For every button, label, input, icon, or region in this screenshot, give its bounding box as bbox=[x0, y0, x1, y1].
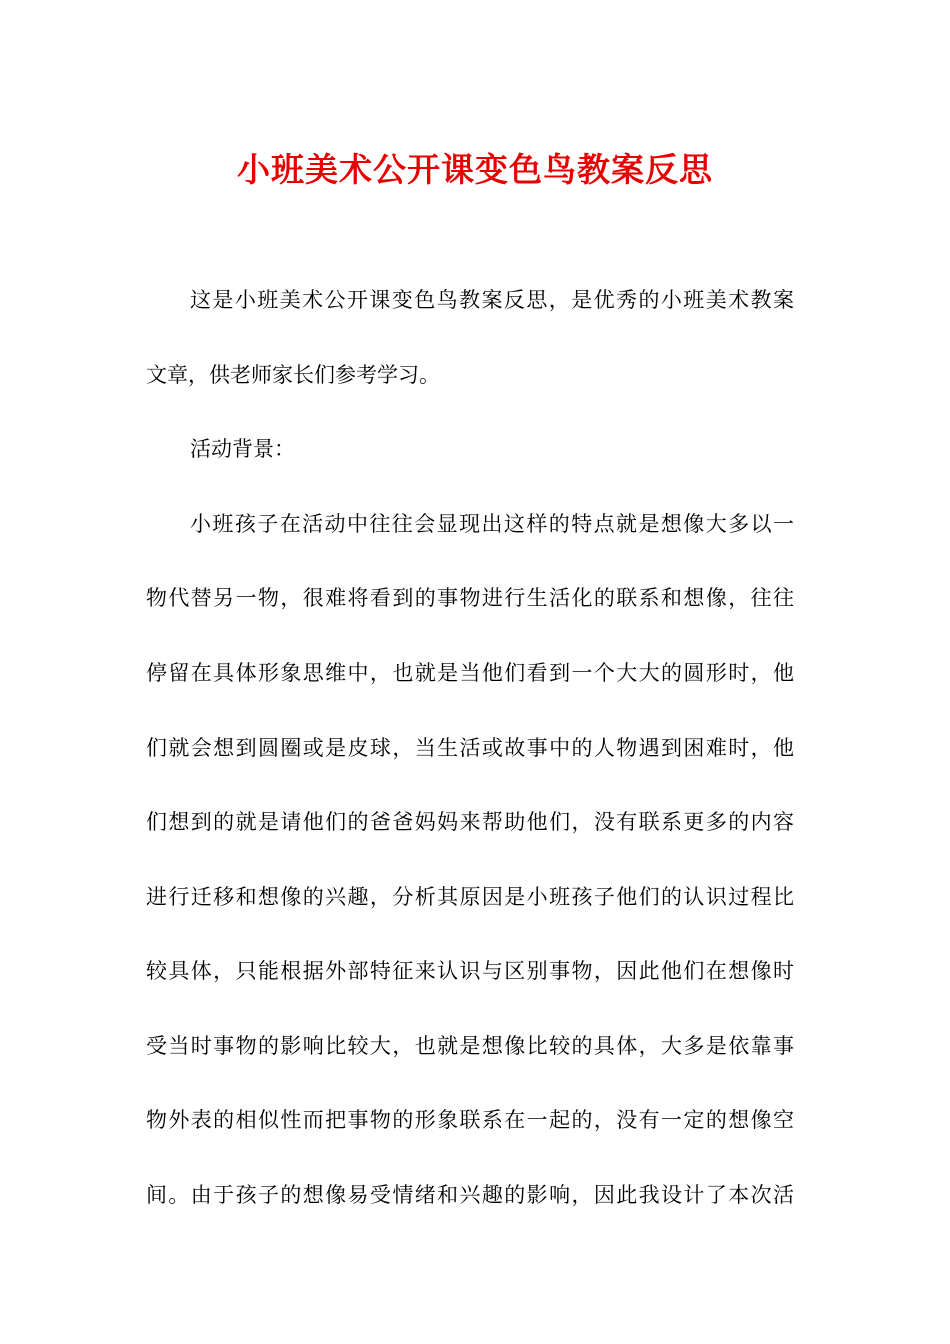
background-paragraph-line: 物代替另一物，很难将看到的事物进行生活化的联系和想像，往往 bbox=[146, 586, 794, 610]
intro-paragraph-line: 文章，供老师家长们参考学习。 bbox=[146, 363, 440, 387]
background-paragraph-line: 进行迁移和想像的兴趣，分析其原因是小班孩子他们的认识过程比 bbox=[146, 885, 794, 909]
background-paragraph-line: 停留在具体形象思维中，也就是当他们看到一个大大的圆形时，他 bbox=[146, 661, 794, 685]
background-paragraph-line: 们想到的就是请他们的爸爸妈妈来帮助他们，没有联系更多的内容 bbox=[146, 810, 794, 834]
background-paragraph-line: 小班孩子在活动中往往会显现出这样的特点就是想像大多以一 bbox=[190, 512, 794, 536]
page-title: 小班美术公开课变色鸟教案反思 bbox=[237, 150, 713, 189]
background-paragraph-line: 较具体，只能根据外部特征来认识与区别事物，因此他们在想像时 bbox=[146, 959, 794, 983]
background-paragraph-line: 受当时事物的影响比较大，也就是想像比较的具体，大多是依靠事 bbox=[146, 1034, 794, 1058]
background-paragraph-line: 们就会想到圆圈或是皮球，当生活或故事中的人物遇到困难时，他 bbox=[146, 736, 794, 760]
intro-paragraph-line: 这是小班美术公开课变色鸟教案反思，是优秀的小班美术教案 bbox=[190, 288, 794, 312]
background-heading: 活动背景： bbox=[190, 437, 295, 461]
background-paragraph-line: 间。由于孩子的想像易受情绪和兴趣的影响，因此我设计了本次活 bbox=[146, 1183, 794, 1207]
background-paragraph-line: 物外表的相似性而把事物的形象联系在一起的，没有一定的想像空 bbox=[146, 1108, 794, 1132]
